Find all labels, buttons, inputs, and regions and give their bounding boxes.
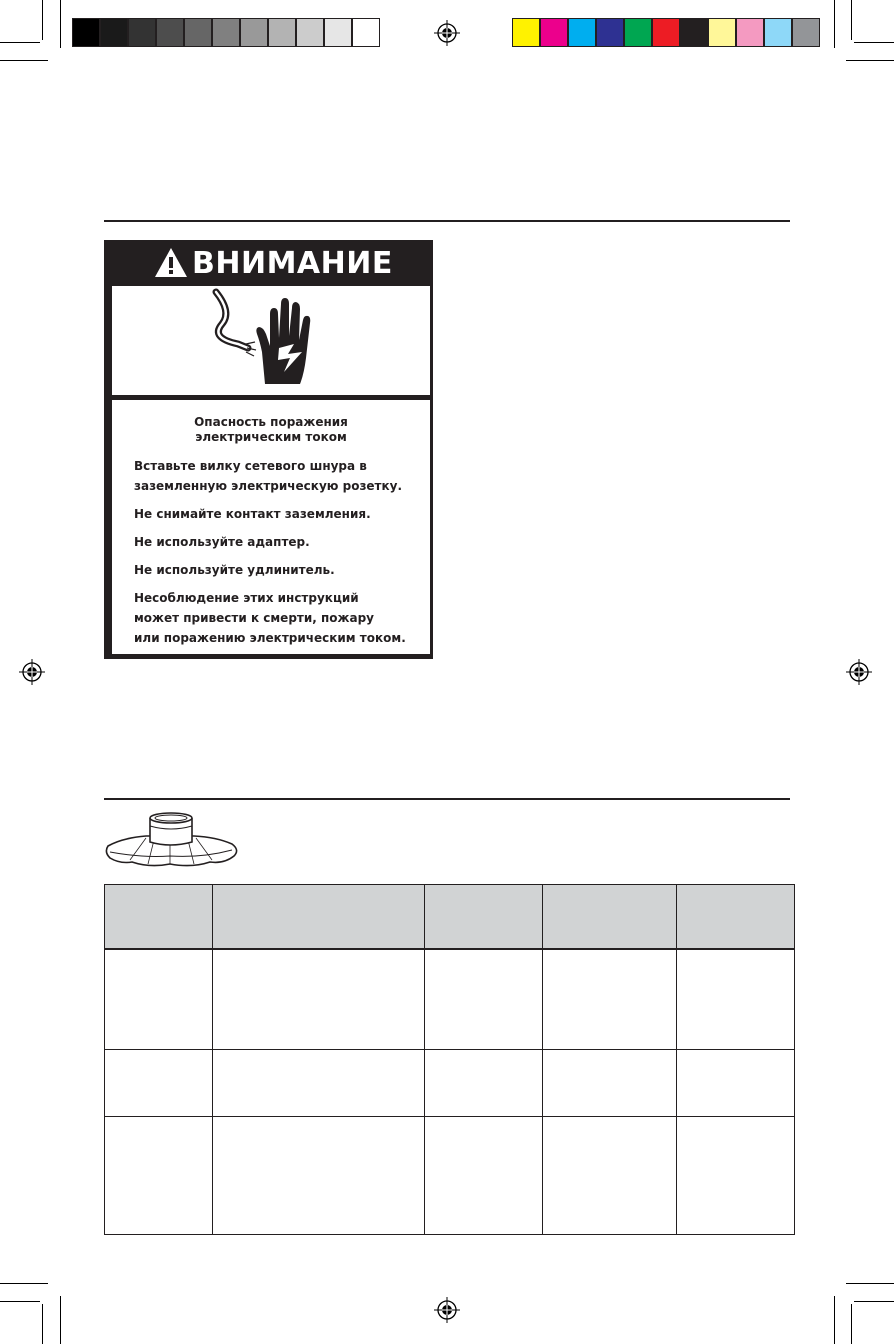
crop-mark (60, 0, 61, 48)
table-header-row (105, 885, 795, 950)
table-header-cell (105, 885, 213, 950)
color-swatch (184, 18, 212, 47)
table-cell (543, 1050, 677, 1117)
table-cell (677, 1117, 795, 1235)
registration-mark-icon (434, 1297, 460, 1323)
table-cell (105, 949, 213, 1050)
crop-mark (854, 1301, 894, 1302)
warning-pictogram (112, 286, 430, 395)
table-cell (213, 949, 425, 1050)
color-swatch (764, 18, 792, 47)
instruction-text: Вставьте вилку сетевого шнура в (134, 459, 367, 473)
color-swatch (736, 18, 764, 47)
crop-mark (834, 0, 835, 48)
consequence-text: Несоблюдение этих инструкций (134, 591, 359, 605)
registration-mark-icon (434, 20, 460, 46)
table-cell (425, 1050, 543, 1117)
crop-mark (0, 1301, 40, 1302)
color-swatch (512, 18, 540, 47)
crop-mark (846, 1283, 894, 1284)
instruction-text: Не используйте адаптер. (134, 535, 310, 549)
color-swatch (156, 18, 184, 47)
registration-mark-icon (846, 659, 872, 685)
electric-shock-hand-icon (112, 286, 430, 395)
table-header-cell (213, 885, 425, 950)
table-row (105, 949, 795, 1050)
color-swatch (652, 18, 680, 47)
crop-mark (846, 60, 894, 61)
table-cell (213, 1117, 425, 1235)
table-cell (213, 1050, 425, 1117)
color-swatch (240, 18, 268, 47)
crop-mark (854, 42, 894, 43)
section-divider (104, 798, 790, 800)
warning-triangle-icon (154, 247, 188, 278)
hazard-heading: Опасность поражения (194, 415, 348, 429)
instruction-text: Не используйте удлинитель. (134, 563, 335, 577)
consequence-text: или поражению электрическим током. (134, 631, 406, 645)
warning-header (104, 240, 433, 285)
section-divider (104, 220, 790, 222)
color-swatch (268, 18, 296, 47)
color-swatch (568, 18, 596, 47)
specification-table (104, 884, 794, 1236)
consequence-text: может привести к смерти, пожару (134, 611, 374, 625)
color-swatch (296, 18, 324, 47)
table-row (105, 1050, 795, 1117)
ice-shaver-accessory-icon (102, 808, 240, 872)
table-header-cell (677, 885, 795, 950)
table-cell (677, 1050, 795, 1117)
hazard-heading: электрическим током (195, 430, 347, 444)
crop-mark (0, 42, 40, 43)
table-cell (543, 949, 677, 1050)
crop-mark (851, 1304, 852, 1344)
color-swatch (540, 18, 568, 47)
color-swatch (72, 18, 100, 47)
crop-mark (851, 0, 852, 40)
color-swatch (792, 18, 820, 47)
color-swatch (680, 18, 708, 47)
table-header-cell (425, 885, 543, 950)
crop-mark (0, 1283, 48, 1284)
color-swatch (596, 18, 624, 47)
crop-mark (60, 1296, 61, 1344)
crop-mark (42, 1304, 43, 1344)
table-cell (105, 1117, 213, 1235)
registration-mark-icon (19, 659, 45, 685)
color-swatch (128, 18, 156, 47)
table-cell (543, 1117, 677, 1235)
table-cell (105, 1050, 213, 1117)
crop-mark (42, 0, 43, 40)
crop-mark (0, 60, 48, 61)
instruction-text: Не снимайте контакт заземления. (134, 507, 371, 521)
table-header-cell (543, 885, 677, 950)
warning-title: ВНИМАНИЕ (192, 246, 393, 281)
color-swatch (100, 18, 128, 47)
color-swatch (708, 18, 736, 47)
color-swatch (624, 18, 652, 47)
table-cell (677, 949, 795, 1050)
table-cell (425, 949, 543, 1050)
instruction-text: заземленную электрическую розетку. (134, 479, 403, 493)
color-swatch (324, 18, 352, 47)
table-cell (425, 1117, 543, 1235)
crop-mark (834, 1296, 835, 1344)
warning-instructions (112, 400, 430, 654)
color-swatch (212, 18, 240, 47)
table-row (105, 1117, 795, 1235)
color-swatch (352, 18, 380, 47)
warning-label (104, 240, 433, 659)
